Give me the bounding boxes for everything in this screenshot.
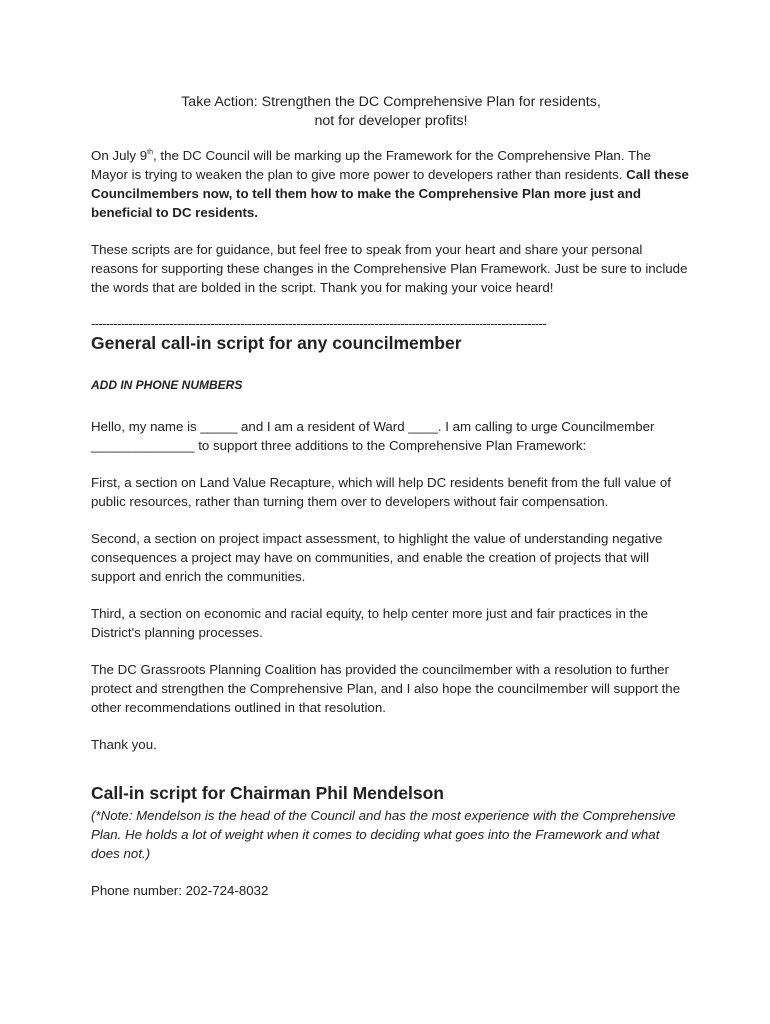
script-thanks: Thank you. (91, 737, 157, 752)
divider-line: -------------------------------------------------------------------------------------------------------------------------- (91, 317, 546, 330)
title-line-1: Take Action: Strengthen the DC Comprehensive Plan for residents, (181, 94, 601, 110)
intro-text-1: On July 9 (91, 148, 148, 163)
intro-superscript: th (147, 149, 154, 156)
general-script-heading: General call-in script for any councilmember (91, 333, 462, 353)
chairman-script-heading: Call-in script for Chairman Phil Mendelson (91, 783, 444, 803)
script-hello-paragraph: Hello, my name is _____ and I am a resident of Ward ____. I am calling to urge Councilmember ______________ to support three additions to the Comprehensive Plan Framework: (91, 419, 655, 453)
script-third-paragraph: Third, a section on economic and racial equity, to help center more just and fair practices in the District's planning processes. (91, 606, 649, 640)
chairman-note: (*Note: Mendelson is the head of the Council and has the most experience with the Comprehensive Plan. He holds a lot of weight when it comes to deciding what goes into the Framework and what does not.) (91, 808, 676, 861)
add-phone-numbers-note: ADD IN PHONE NUMBERS (91, 378, 243, 392)
intro-text-2: , the DC Council will be marking up the Framework for the Comprehensive Plan. The Mayor is trying to weaken the plan to give more power to developers rather than residents. (91, 148, 651, 182)
script-first-paragraph: First, a section on Land Value Recapture, which will help DC residents benefit from the full value of public resources, rather than turning them over to developers without fair compensation. (91, 475, 671, 509)
script-second-paragraph: Second, a section on project impact assessment, to highlight the value of understanding negative consequences a project may have on communities, and enable the creation of projects that will support and enrich the communities. (91, 531, 663, 584)
script-coalition-paragraph: The DC Grassroots Planning Coalition has provided the councilmember with a resolution to further protect and strengthen the Comprehensive Plan, and I also hope the councilmember will support the other recommendations outlined in that resolution. (91, 662, 681, 715)
document-page (91, 93, 691, 900)
chairman-phone-number: Phone number: 202-724-8032 (91, 883, 269, 898)
document-title (91, 93, 691, 131)
intro-call-to-action: Call these Councilmembers now, to tell them how to make the Comprehensive Plan more just and beneficial to DC residents. (91, 167, 689, 220)
guidance-paragraph: These scripts are for guidance, but feel free to speak from your heart and share your personal reasons for supporting these changes in the Comprehensive Plan Framework. Just be sure to include the words that are bolded in the script. Thank you for making your voice heard! (91, 242, 688, 295)
intro-paragraph (91, 146, 691, 222)
title-line-2: not for developer profits! (314, 113, 468, 129)
